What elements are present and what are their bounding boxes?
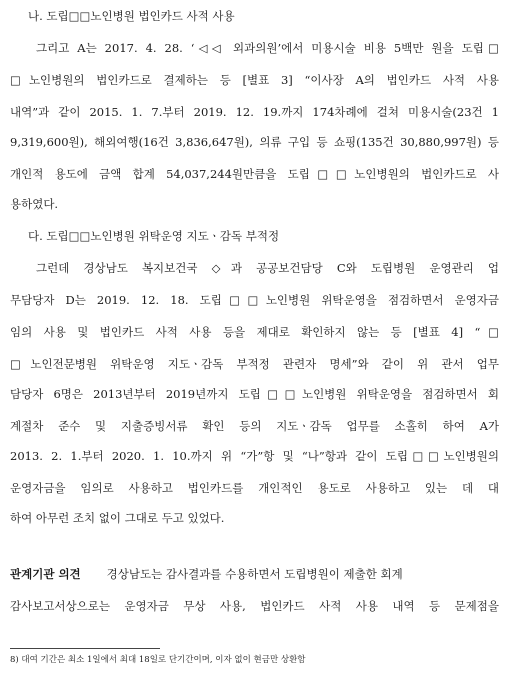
section-da-line-6: 계절차 준수 및 지출증빙서류 확인 등의 지도ㆍ감독 업무를 소홀히 하여 A가 — [10, 419, 499, 433]
section-na-line-5: 개인적 용도에 금액 합계 54,037,244원만큼을 도립□□노인병원의 법인카드로 사 — [10, 167, 499, 181]
section-da-line-4: □노인전문병원 위탁운영 지도ㆍ감독 부적정 관련자 명세”와 같이 위 관서 업무 — [10, 357, 499, 371]
section-na-line-6: 용하였다. — [10, 197, 59, 211]
opinion-first-line — [10, 566, 499, 582]
opinion-label: 관계기관 의견 — [10, 567, 81, 581]
section-na-line-4: 9,319,600원), 해외여행(16건 3,836,647원), 의류 구입 등 쇼핑(135건 30,880,997원) 등 — [10, 135, 499, 149]
section-da-heading: 다. 도립□□노인병원 위탁운영 지도ㆍ감독 부적정 — [28, 229, 280, 243]
opinion-second-line: 감사보고서상으로는 운영자금 무상 사용, 법인카드 사적 사용 내역 등 문제점을 — [10, 599, 499, 613]
section-na-heading: 나. 도립□□노인병원 법인카드 사적 사용 — [28, 9, 235, 23]
section-da-line-2: 무담당자 D는 2019. 12. 18. 도립□□노인병원 위탁운영을 점검하면서 운영자금 — [10, 293, 499, 307]
opinion-first-text: 경상남도는 감사결과를 수용하면서 도립병원이 제출한 회계 — [106, 567, 403, 581]
footnote-divider — [10, 648, 160, 649]
section-da-line-3: 임의 사용 및 법인카드 사적 사용 등을 제대로 확인하지 않는 등 [별표 4] “□ — [10, 325, 499, 339]
section-da-line-8: 운영자금을 임의로 사용하고 법인카드를 개인적인 용도로 사용하고 있는 데 대 — [10, 481, 499, 495]
section-da-line-1: 그런데 경상남도 복지보건국 ◇과 공공보건담당 C와 도립병원 운영관리 업 — [36, 261, 499, 275]
section-na-line-1: 그리고 A는 2017. 4. 28. ‘◁◁ 외과의원’에서 미용시술 비용 5백만 원을 도립□ — [36, 41, 499, 55]
section-da-line-5: 담당자 6명은 2013년부터 2019년까지 도립□□노인병원 위탁운영을 점검하면서 회 — [10, 387, 499, 401]
section-na-line-2: □노인병원의 법인카드로 결제하는 등 [별표 3] “이사장 A의 법인카드 사적 사용 — [10, 73, 499, 87]
section-da-line-7: 2013. 2. 1.부터 2020. 1. 10.까지 위 “가”항 및 “나”항과 같이 도립□□노인병원의 — [10, 449, 499, 463]
section-na-line-3: 내역”과 같이 2015. 1. 7.부터 2019. 12. 19.까지 174차례에 걸쳐 미용시술(23건 1 — [10, 105, 499, 119]
section-da-line-9: 하여 아무런 조치 없이 그대로 두고 있었다. — [10, 511, 225, 525]
footnote-text: 8) 대여 기간은 최소 1일에서 최대 18일로 단기간이며, 이자 없이 현금만 상환함 — [10, 655, 306, 665]
